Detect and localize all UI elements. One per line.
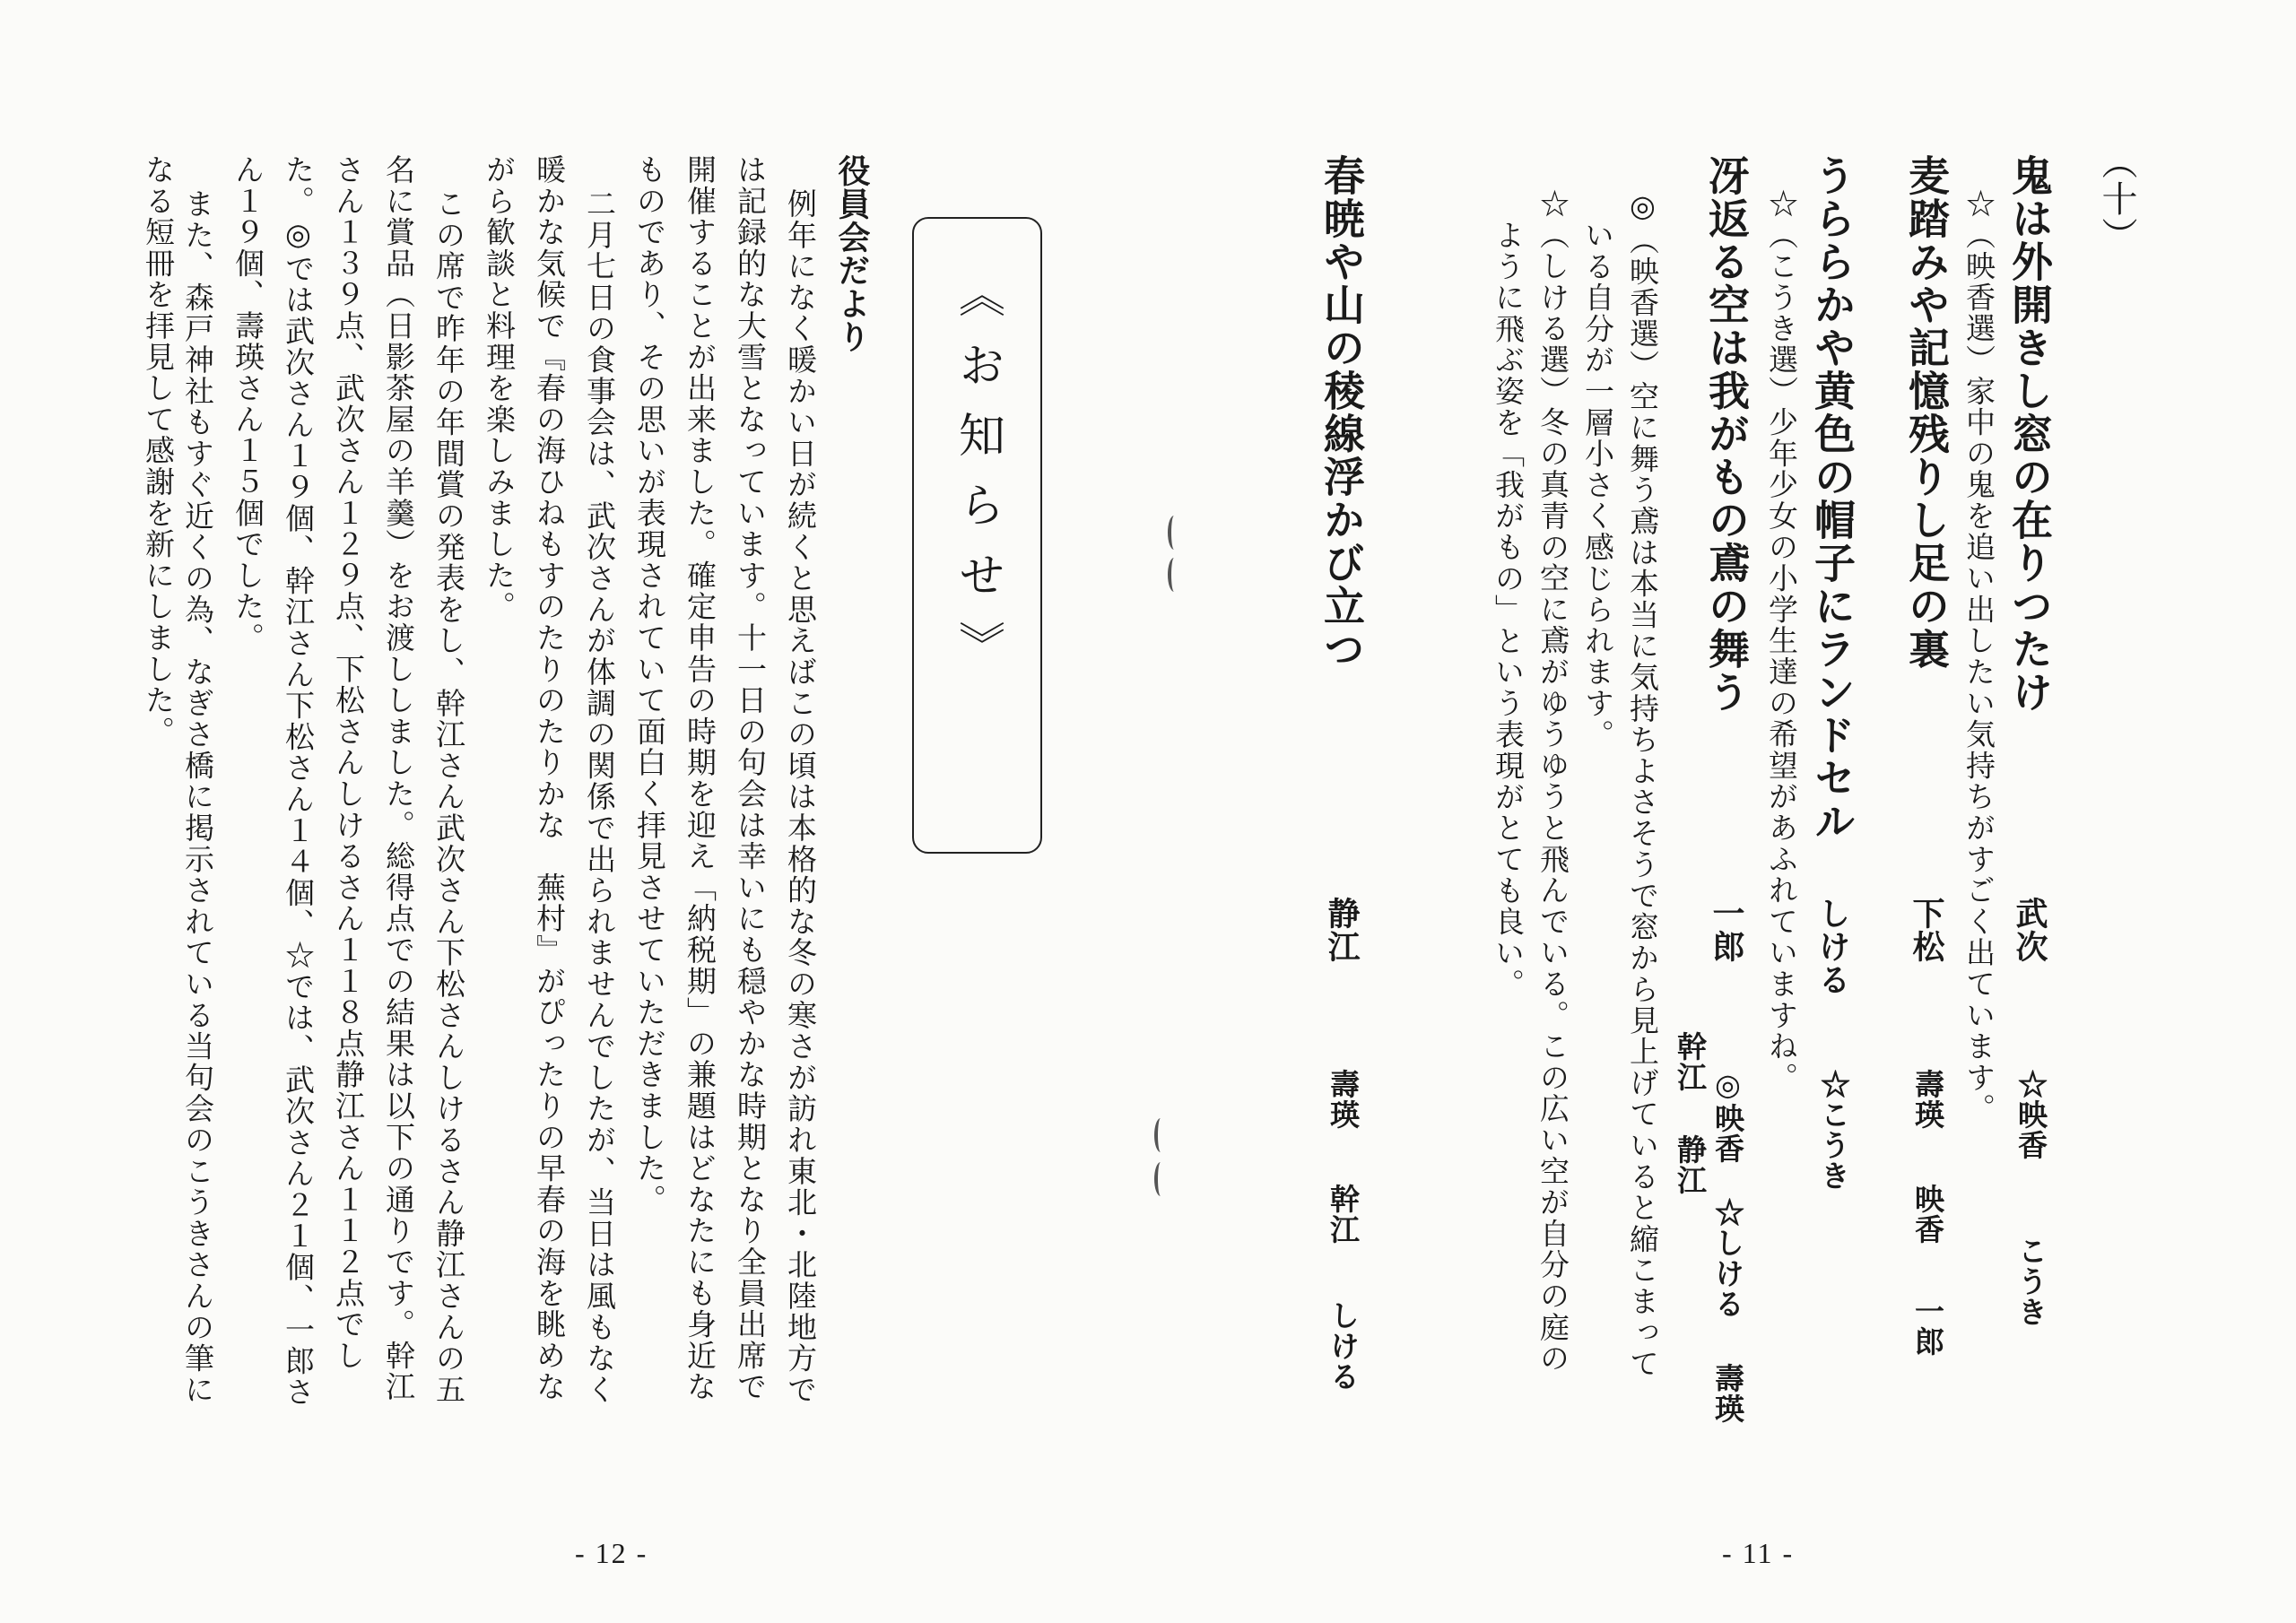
notice-box <box>912 217 1042 854</box>
haiku-selector: 壽瑛 <box>1910 1069 1945 1130</box>
haiku-comment: ◎（映香選）空に舞う鳶は本当に気持ちよさそうで窓から見上げていると縮こまって <box>1625 188 1660 1380</box>
paragraph-line: ものであり、その思いが表現されていて面白く拝見させていただきました。 <box>632 154 667 1216</box>
haiku-selector: しける <box>1326 1300 1361 1392</box>
section-title: 役員会だより <box>833 154 871 353</box>
haiku-comment: いる自分が一層小さく感じられます。 <box>1580 220 1615 751</box>
haiku-author: 一郎 <box>1708 897 1745 963</box>
haiku-selector: 壽瑛 <box>1710 1363 1745 1424</box>
paragraph-line: ん１９個、壽瑛さん１５個でした。 <box>230 154 265 654</box>
haiku-author: しける <box>1813 897 1851 996</box>
notice-title: 《お知らせ》 <box>950 271 1004 690</box>
haiku-poem: 冴返る空は我がもの鳶の舞う <box>1702 154 1751 714</box>
paragraph-line: 暖かな気候で『春の海ひねもすのたりのたりかな 蕪村』がぴったりの早春の海を眺めな <box>532 154 567 1402</box>
haiku-poem: 鬼は外開きし窓の在りつたけ <box>2005 154 2054 714</box>
paragraph-line: なる短冊を拝見して感謝を新にしました。 <box>141 154 176 748</box>
haiku-selector: ☆こうき <box>1816 1069 1851 1191</box>
haiku-selector: 幹江 <box>1673 1031 1708 1092</box>
haiku-comment: ☆（映香選）家中の鬼を追い出したい気持ちがすごく出ています。 <box>1961 188 1996 1124</box>
haiku-selector: こうき <box>2013 1236 2048 1327</box>
paragraph-line: た。◎では武次さん１９個、幹江さん下松さん１４個、☆では、武次さん２１個、一郎さ <box>281 154 316 1408</box>
right-page <box>1148 0 2296 1623</box>
haiku-author: 静江 <box>1323 897 1361 963</box>
paragraph-line: 開催することが出来ました。確定申告の時期を迎え「納税期」の兼題はどなたにも身近な <box>683 154 718 1402</box>
haiku-selector: ☆映香 <box>2013 1069 2048 1160</box>
haiku-poem: 春暁や山の稜線浮かび立つ <box>1318 154 1366 671</box>
paragraph-line: がら歓談と料理を楽しみました。 <box>482 154 517 622</box>
paragraph-line: この席で昨年の年間賞の発表をし、幹江さん武次さん下松さんしけるさん静江さんの五 <box>431 188 466 1406</box>
paragraph-line: 名に賞品（日影茶屋の羊羹）をお渡ししました。総得点での結果は以下の通りです。幹江 <box>381 154 416 1402</box>
haiku-selector: 映香 <box>1910 1184 1945 1245</box>
haiku-comment: ように飛ぶ姿を「我がもの」という表現がとても良い。 <box>1491 220 1526 1000</box>
page-number: - 11 - <box>1722 1537 1795 1569</box>
chapter-mark: （十） <box>2096 143 2137 254</box>
haiku-selector: ◎映香 <box>1710 1067 1745 1164</box>
haiku-poem: うららかや黄色の帽子にランドセル <box>1808 154 1857 843</box>
page-number: - 12 - <box>575 1537 648 1569</box>
paragraph-line: 二月七日の食事会は、武次さんが体調の関係で出られませんでしたが、当日は風もなく <box>582 188 617 1406</box>
haiku-comment: ☆（こうき選）少年少女の小学生達の希望があふれていますね。 <box>1764 188 1799 1094</box>
paragraph-line: 例年になく暖かい日が続くと思えばこの頃は本格的な冬の寒さが訪れ東北・北陸地方で <box>783 188 818 1406</box>
haiku-author: 武次 <box>2011 897 2048 963</box>
haiku-author: 下松 <box>1908 897 1945 963</box>
haiku-selector: 壽瑛 <box>1326 1069 1361 1130</box>
haiku-selector: ☆しける <box>1710 1197 1745 1319</box>
haiku-comment: ☆（しける選）冬の真青の空に鳶がゆうゆうと飛んでいる。この広い空が自分の庭の <box>1535 188 1570 1375</box>
binding-mark <box>1154 1162 1167 1196</box>
haiku-selector: 一郎 <box>1910 1296 1945 1357</box>
binding-mark <box>1154 1118 1167 1152</box>
paragraph-line: また、森戸神社もすぐ近くの為、なぎさ橋に掲示されている当句会のこうきさんの筆に <box>180 188 215 1406</box>
paragraph-line: さん１３９点、武次さん１２９点、下松さんしけるさん１１８点静江さん１１２点でし <box>331 154 366 1372</box>
paragraph-line: は記録的な大雪となっています。十一日の句会は幸いにも穏やかな時期となり全員出席で <box>733 154 768 1402</box>
haiku-selector: 静江 <box>1673 1134 1708 1195</box>
binding-mark <box>1168 516 1180 550</box>
binding-mark <box>1168 558 1180 592</box>
haiku-selector: 幹江 <box>1326 1184 1361 1245</box>
haiku-poem: 麦踏みや記憶残りし足の裏 <box>1902 154 1951 671</box>
